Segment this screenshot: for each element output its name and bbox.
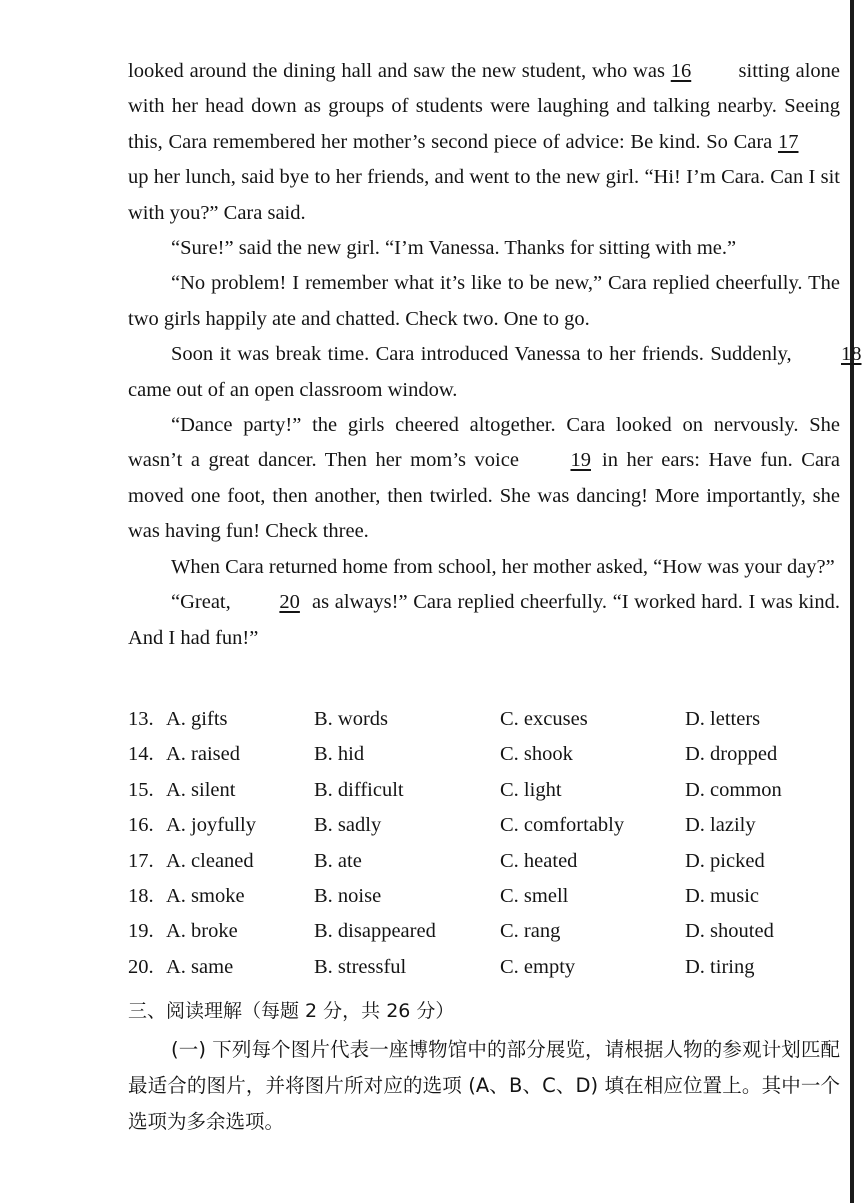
option-c: C. shook bbox=[500, 743, 573, 766]
blank-17: 17 bbox=[778, 130, 799, 153]
section-instructions: (一) 下列每个图片代表一座博物馆中的部分展览，请根据人物的参观计划匹配最适合的图片，并将图片所对应的选项 (A、B、C、D) 填在相应位置上。其中一个选项为多余选项。 bbox=[128, 1038, 840, 1133]
question-number: 15. bbox=[128, 778, 154, 801]
option-a: A. smoke bbox=[166, 884, 245, 907]
option-b: B. hid bbox=[314, 743, 365, 766]
option-d: D. picked bbox=[685, 849, 765, 872]
passage-text: “Great, bbox=[171, 591, 237, 614]
passage-text: Soon it was break time. Cara introduced Vanessa to her friends. Suddenly, bbox=[171, 343, 798, 366]
passage-paragraph-4 bbox=[128, 337, 862, 408]
option-a: A. same bbox=[166, 955, 234, 978]
passage-paragraph-3: “No problem! I remember what it’s like to be new,” Cara replied cheerfully. The two girls happily ate and chatted. Check two. One to go. bbox=[128, 272, 840, 330]
option-row bbox=[128, 879, 840, 914]
question-number: 17. bbox=[128, 849, 154, 872]
option-d: D. common bbox=[685, 778, 782, 801]
option-a: A. cleaned bbox=[166, 849, 254, 872]
option-b: B. ate bbox=[314, 849, 362, 872]
option-a: A. joyfully bbox=[166, 814, 256, 837]
option-c: C. empty bbox=[500, 955, 576, 978]
option-row bbox=[128, 808, 840, 843]
passage-text: looked around the dining hall and saw the new student, who was bbox=[128, 60, 671, 82]
option-b: B. difficult bbox=[314, 778, 404, 801]
passage-paragraph-2: “Sure!” said the new girl. “I’m Vanessa. Thanks for sitting with me.” bbox=[171, 237, 737, 260]
blank-16: 16 bbox=[670, 60, 692, 82]
option-d: D. tiring bbox=[685, 955, 755, 978]
option-c: C. smell bbox=[500, 884, 569, 907]
passage-text: in her ears: Have fun. Cara moved one foot, then another, then twirled. She was dancing! More importantly, she was having fun! Check three. bbox=[128, 449, 840, 543]
page-edge-line bbox=[850, 0, 854, 1203]
blank-19: 19 bbox=[570, 449, 591, 472]
option-row bbox=[128, 773, 840, 808]
option-d: D. shouted bbox=[685, 920, 774, 943]
option-row bbox=[128, 914, 840, 949]
option-b: B. noise bbox=[314, 884, 382, 907]
option-d: D. music bbox=[685, 884, 760, 907]
option-a: A. raised bbox=[166, 743, 241, 766]
option-d: D. dropped bbox=[685, 743, 778, 766]
section-title: 三、阅读理解（每题 2 分，共 26 分） bbox=[128, 1000, 455, 1022]
option-row bbox=[128, 737, 840, 772]
question-number: 20. bbox=[128, 955, 154, 978]
question-number: 18. bbox=[128, 884, 154, 907]
option-b: B. stressful bbox=[314, 955, 407, 978]
option-row bbox=[128, 844, 840, 879]
option-c: C. rang bbox=[500, 920, 561, 943]
option-c: C. light bbox=[500, 778, 562, 801]
passage-text: “Dance party!” the girls cheered altogether. Cara looked on nervously. She wasn’t a great dancer. Then her mom’s voice bbox=[128, 414, 840, 472]
option-a: A. gifts bbox=[166, 708, 228, 730]
blank-20: 20 bbox=[279, 591, 300, 614]
option-d: D. letters bbox=[685, 708, 761, 730]
question-number: 13. bbox=[128, 708, 154, 730]
option-a: A. silent bbox=[166, 778, 236, 801]
passage-paragraph-5 bbox=[128, 408, 840, 550]
option-c: C. excuses bbox=[500, 708, 588, 730]
option-d: D. lazily bbox=[685, 814, 756, 837]
option-row bbox=[128, 950, 840, 985]
answer-options-list bbox=[128, 702, 840, 985]
question-number: 14. bbox=[128, 743, 154, 766]
passage-paragraph-1 bbox=[128, 54, 840, 231]
question-number: 19. bbox=[128, 920, 154, 943]
option-b: B. sadly bbox=[314, 814, 382, 837]
option-c: C. heated bbox=[500, 849, 578, 872]
question-number: 16. bbox=[128, 814, 154, 837]
passage-text: sitting alone with her head down as groups of students were laughing and talking nearby. Seeing this, Cara remembered her mother’s second piece of advice: Be kind. So Cara bbox=[128, 60, 840, 153]
option-b: B. words bbox=[314, 708, 389, 730]
blank-18: 18 bbox=[841, 343, 862, 366]
passage-paragraph-7 bbox=[128, 585, 840, 656]
reading-passage bbox=[128, 54, 862, 656]
option-a: A. broke bbox=[166, 920, 238, 943]
option-b: B. disappeared bbox=[314, 920, 436, 943]
passage-text: up her lunch, said bye to her friends, and went to the new girl. “Hi! I’m Cara. Can I sit with you?” Cara said. bbox=[128, 166, 840, 224]
passage-text: came out of an open classroom window. bbox=[128, 378, 458, 401]
option-row bbox=[128, 702, 840, 737]
passage-paragraph-6: When Cara returned home from school, her mother asked, “How was your day?” bbox=[171, 555, 835, 578]
option-c: C. comfortably bbox=[500, 814, 625, 837]
passage-text: as always!” Cara replied cheerfully. “I worked hard. I was kind. And I had fun!” bbox=[128, 591, 840, 649]
